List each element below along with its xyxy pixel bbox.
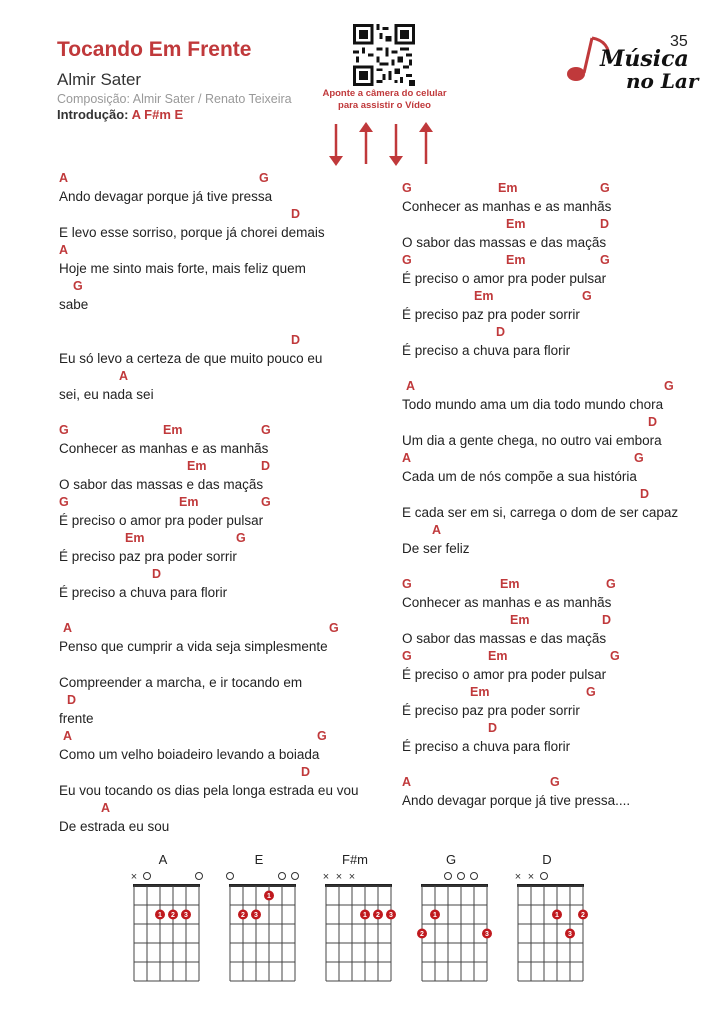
lyric-text: Conhecer as manhas e as manhãs <box>402 199 612 214</box>
arrow-up-icon <box>359 122 373 164</box>
chord-label: D <box>301 765 311 779</box>
chord-row <box>402 288 702 306</box>
chord-label: Em <box>163 423 183 437</box>
finger-dot <box>181 910 191 920</box>
finger-dot <box>155 910 165 920</box>
muted-string-icon: × <box>527 871 535 883</box>
lyric-text: Ando devagar porque já tive pressa.... <box>402 793 631 808</box>
chord-row <box>59 728 359 746</box>
chord-label: Em <box>500 577 520 591</box>
chord-row <box>402 648 702 666</box>
chord-label: Em <box>179 495 199 509</box>
lyric-line <box>59 620 359 656</box>
lyric-text: Cada um de nós compõe a sua história <box>402 469 637 484</box>
chord-row <box>402 180 702 198</box>
chord-label: Em <box>506 253 526 267</box>
chord-row <box>402 450 702 468</box>
chord-label: G <box>329 621 339 635</box>
lyric-text: É preciso paz pra poder sorrir <box>402 703 580 718</box>
lyric-line <box>59 368 359 404</box>
lyric-line <box>402 720 702 756</box>
chord-row <box>59 620 359 638</box>
lyric-line <box>59 800 359 836</box>
lyric-line <box>402 576 702 612</box>
chord-row <box>59 458 359 476</box>
verse-block <box>402 576 702 756</box>
finger-dot <box>360 910 370 920</box>
chord-label: Em <box>498 181 518 195</box>
chord-diagram-name: A <box>158 852 168 867</box>
finger-number: 2 <box>376 912 380 919</box>
finger-number: 1 <box>363 912 367 919</box>
chord-label: Em <box>470 685 490 699</box>
lyric-text: Compreender a marcha, e ir tocando em <box>59 675 303 690</box>
chord-diagrams <box>120 852 610 1012</box>
chord-diagram <box>216 852 302 1012</box>
lyric-text: E levo esse sorriso, porque já chorei demais <box>59 225 325 240</box>
lyric-line <box>402 648 702 684</box>
chord-label: D <box>261 459 271 473</box>
chord-label: A <box>101 801 111 815</box>
finger-number: 3 <box>254 912 258 919</box>
finger-dot <box>430 910 440 920</box>
finger-number: 1 <box>158 912 162 919</box>
chord-label: D <box>488 721 498 735</box>
chord-row <box>59 692 359 710</box>
lyrics-left-column <box>59 170 359 854</box>
chord-grid <box>120 868 206 1008</box>
qr-caption <box>307 88 462 112</box>
lyric-text: Eu vou tocando os dias pela longa estrada eu vou <box>59 783 359 798</box>
lyric-text: frente <box>59 711 94 726</box>
lyric-text: Conhecer as manhas e as manhãs <box>59 441 269 456</box>
lyric-text: De estrada eu sou <box>59 819 170 834</box>
chord-label: G <box>550 775 560 789</box>
verse-block <box>402 180 702 360</box>
chord-row <box>402 774 702 792</box>
lyric-line <box>402 774 702 810</box>
finger-number: 1 <box>267 893 271 900</box>
song-title: Tocando Em Frente <box>57 38 252 61</box>
finger-number: 1 <box>433 912 437 919</box>
chord-label: G <box>600 253 610 267</box>
chord-label: G <box>402 649 412 663</box>
muted-string-icon: × <box>322 871 330 883</box>
chord-label: Em <box>125 531 145 545</box>
chord-label: D <box>291 333 301 347</box>
chord-label: G <box>634 451 644 465</box>
chord-label: A <box>432 523 442 537</box>
finger-dot <box>552 910 562 920</box>
page-number: 35 <box>670 33 688 50</box>
lyric-line <box>59 458 359 494</box>
chord-label: G <box>402 253 412 267</box>
lyric-line <box>59 332 359 368</box>
lyric-text: É preciso paz pra poder sorrir <box>59 549 237 564</box>
chord-row <box>402 252 702 270</box>
finger-dot <box>565 929 575 939</box>
open-string-icon <box>144 873 151 880</box>
lyric-line <box>402 612 702 648</box>
logo-line-1: Música <box>600 46 689 72</box>
chord-row <box>59 764 359 782</box>
chord-label: A <box>119 369 129 383</box>
lyric-line <box>402 288 702 324</box>
chord-label: G <box>261 423 271 437</box>
verse-block <box>59 170 359 314</box>
verse-block <box>59 620 359 836</box>
chord-label: G <box>586 685 596 699</box>
chord-row <box>402 216 702 234</box>
intro-chords: A F#m E <box>131 107 184 122</box>
chord-label: A <box>402 451 412 465</box>
arrow-up-icon <box>419 122 433 164</box>
chord-row <box>402 684 702 702</box>
chord-label: G <box>59 423 69 437</box>
open-string-icon <box>458 873 465 880</box>
arrow-down-icon <box>329 124 343 166</box>
lyric-text: É preciso a chuva para florir <box>402 739 571 754</box>
lyric-text: O sabor das massas e das maçãs <box>402 235 607 250</box>
chord-label: D <box>600 217 610 231</box>
verse-block <box>59 332 359 404</box>
chord-row <box>402 576 702 594</box>
chord-label: G <box>600 181 610 195</box>
muted-string-icon: × <box>514 871 522 883</box>
chord-diagram-name: F#m <box>342 852 368 867</box>
chord-label: D <box>496 325 506 339</box>
chord-label: G <box>259 171 269 185</box>
lyric-line <box>402 252 702 288</box>
chord-row <box>59 368 359 386</box>
open-string-icon <box>292 873 299 880</box>
lyric-text: É preciso o amor pra poder pulsar <box>59 513 264 528</box>
chord-label: D <box>152 567 162 581</box>
chord-row <box>402 486 702 504</box>
finger-dot <box>482 929 492 939</box>
intro-line <box>57 107 183 122</box>
chord-row <box>402 612 702 630</box>
chord-label: G <box>582 289 592 303</box>
finger-dot <box>373 910 383 920</box>
open-string-icon <box>227 873 234 880</box>
chord-diagram <box>120 852 206 1012</box>
lyric-line <box>59 278 359 314</box>
chord-grid <box>216 868 302 1008</box>
chord-row <box>59 800 359 818</box>
finger-dot <box>264 891 274 901</box>
lyric-text: Hoje me sinto mais forte, mais feliz quem <box>59 261 306 276</box>
qr-code-icon[interactable] <box>353 24 415 86</box>
chord-label: Em <box>474 289 494 303</box>
lyrics-right-column <box>402 180 702 828</box>
chord-diagram-name: E <box>254 852 264 867</box>
composer-credit: Composição: Almir Sater / Renato Teixeira <box>57 92 292 106</box>
chord-row <box>59 494 359 512</box>
finger-dot <box>251 910 261 920</box>
finger-number: 1 <box>555 912 559 919</box>
chord-label: D <box>648 415 658 429</box>
lyric-line <box>59 494 359 530</box>
lyric-line <box>402 450 702 486</box>
chord-label: D <box>602 613 612 627</box>
musica-no-lar-logo <box>560 32 710 102</box>
chord-row <box>59 656 359 674</box>
lyric-line <box>402 486 702 522</box>
chord-label: G <box>236 531 246 545</box>
chord-label: D <box>67 693 77 707</box>
logo-line-2: no Lar <box>626 69 699 93</box>
lyric-line <box>59 422 359 458</box>
chord-grid <box>312 868 398 1008</box>
lyric-line <box>402 414 702 450</box>
finger-number: 3 <box>389 912 393 919</box>
qr-caption-line-2: para assistir o Vídeo <box>338 100 431 111</box>
chord-row <box>402 324 702 342</box>
lyric-line <box>402 378 702 414</box>
open-string-icon <box>445 873 452 880</box>
lyric-line <box>59 530 359 566</box>
finger-dot <box>238 910 248 920</box>
chord-label: G <box>664 379 674 393</box>
muted-string-icon: × <box>348 871 356 883</box>
lyric-text: É preciso paz pra poder sorrir <box>402 307 580 322</box>
lyric-text: É preciso a chuva para florir <box>402 343 571 358</box>
finger-number: 3 <box>485 931 489 938</box>
chord-label: G <box>402 181 412 195</box>
lyric-line <box>59 656 359 692</box>
chord-diagram-name: D <box>542 852 552 867</box>
chord-label: A <box>402 775 412 789</box>
lyric-line <box>59 728 359 764</box>
muted-string-icon: × <box>130 871 138 883</box>
lyric-line <box>402 522 702 558</box>
chord-row <box>59 422 359 440</box>
lyric-text: É preciso o amor pra poder pulsar <box>402 271 607 286</box>
chord-label: A <box>63 729 73 743</box>
lyric-line <box>59 170 359 206</box>
lyric-line <box>402 216 702 252</box>
lyric-line <box>59 206 359 242</box>
chord-label: A <box>59 171 69 185</box>
lyric-text: E cada ser em si, carrega o dom de ser capaz <box>402 505 679 520</box>
lyric-line <box>59 764 359 800</box>
finger-dot <box>168 910 178 920</box>
lyric-text: Eu só levo a certeza de que muito pouco eu <box>59 351 323 366</box>
verse-block <box>59 422 359 602</box>
verse-block <box>402 378 702 558</box>
lyric-text: Um dia a gente chega, no outro vai embora <box>402 433 662 448</box>
lyric-text: Todo mundo ama um dia todo mundo chora <box>402 397 664 412</box>
chord-row <box>59 242 359 260</box>
lyric-text: O sabor das massas e das maçãs <box>402 631 607 646</box>
lyric-line <box>59 242 359 278</box>
chord-diagram-name: G <box>445 852 457 867</box>
finger-number: 2 <box>171 912 175 919</box>
chord-label: G <box>261 495 271 509</box>
finger-dot <box>386 910 396 920</box>
chord-label: Em <box>510 613 530 627</box>
finger-number: 3 <box>184 912 188 919</box>
chord-label: A <box>63 621 73 635</box>
chord-grid <box>408 868 494 1008</box>
chord-row <box>59 206 359 224</box>
lyric-text: sabe <box>59 297 89 312</box>
chord-diagram <box>504 852 590 1012</box>
chord-diagram <box>408 852 494 1012</box>
lyric-text: Penso que cumprir a vida seja simplesmente <box>59 639 328 654</box>
chord-row <box>402 522 702 540</box>
lyric-line <box>59 566 359 602</box>
open-string-icon <box>471 873 478 880</box>
chord-label: A <box>59 243 69 257</box>
muted-string-icon: × <box>335 871 343 883</box>
chord-diagram <box>312 852 398 1012</box>
lyric-line <box>402 324 702 360</box>
chord-label: D <box>291 207 301 221</box>
lyric-line <box>402 684 702 720</box>
lyric-text: sei, eu nada sei <box>59 387 154 402</box>
chord-label: G <box>606 577 616 591</box>
chord-row <box>59 530 359 548</box>
chord-grid <box>504 868 590 1008</box>
chord-label: G <box>402 577 412 591</box>
chord-row <box>59 170 359 188</box>
chord-label: Em <box>187 459 207 473</box>
finger-number: 3 <box>568 931 572 938</box>
open-string-icon <box>279 873 286 880</box>
open-string-icon <box>196 873 203 880</box>
lyric-line <box>402 180 702 216</box>
chord-row <box>402 414 702 432</box>
verse-block <box>402 774 702 810</box>
open-string-icon <box>541 873 548 880</box>
finger-number: 2 <box>581 912 585 919</box>
chord-label: D <box>640 487 650 501</box>
finger-dot <box>578 910 588 920</box>
lyric-text: O sabor das massas e das maçãs <box>59 477 264 492</box>
lyric-text: Como um velho boiadeiro levando a boiada <box>59 747 320 762</box>
arrow-down-icon <box>389 124 403 166</box>
finger-number: 2 <box>241 912 245 919</box>
chord-row <box>59 566 359 584</box>
chord-label: G <box>317 729 327 743</box>
lyric-line <box>59 692 359 728</box>
chord-label: A <box>406 379 416 393</box>
finger-dot <box>417 929 427 939</box>
qr-caption-line-1: Aponte a câmera do celular <box>322 88 447 99</box>
chord-row <box>59 278 359 296</box>
chord-label: G <box>610 649 620 663</box>
chord-label: Em <box>506 217 526 231</box>
chord-row <box>59 332 359 350</box>
artist-name: Almir Sater <box>57 70 142 89</box>
lyric-text: É preciso a chuva para florir <box>59 585 228 600</box>
lyric-text: De ser feliz <box>402 541 470 556</box>
chord-label: Em <box>488 649 508 663</box>
intro-label: Introdução: <box>57 107 129 122</box>
lyric-text: Ando devagar porque já tive pressa <box>59 189 273 204</box>
chord-label: G <box>59 495 69 509</box>
chord-row <box>402 720 702 738</box>
lyric-text: É preciso o amor pra poder pulsar <box>402 667 607 682</box>
strum-pattern <box>322 120 440 168</box>
chord-label: G <box>73 279 83 293</box>
finger-number: 2 <box>420 931 424 938</box>
lyric-text: Conhecer as manhas e as manhãs <box>402 595 612 610</box>
chord-row <box>402 378 702 396</box>
